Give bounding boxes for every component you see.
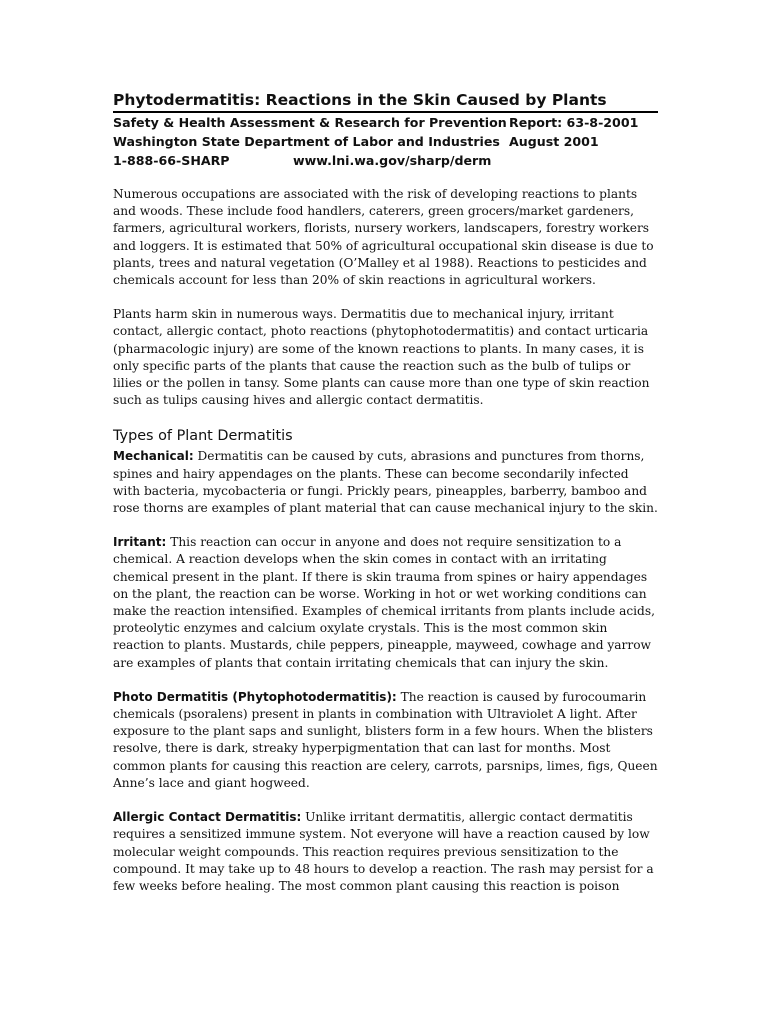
type-text-photo: The reaction is caused by furocoumarin chemicals (psoralens) present in plants in combination with Ultraviolet A light. After exposure to the plant saps and sunlight, blisters form in a few hours. When the blisters resolve, there is dark, streaky hyperpigmentation that can last for months. Most common plants for causing this reaction are celery, carrots, parsnips, limes, figs, Queen Anne’s lace and giant hogweed. — [113, 689, 658, 790]
report-date: August 2001 — [509, 134, 599, 149]
type-entry-irritant — [113, 534, 658, 672]
type-text-mechanical: Dermatitis can be caused by cuts, abrasions and punctures from thorns, spines and hairy appendages on the plants. These can become secondarily infected with bacteria, mycobacteria or fungi. Prickly pears, pineapples, barberry, bamboo and rose thorns are examples of plant material that can cause mechanical injury to the skin. — [113, 449, 658, 516]
type-entry-photo — [113, 689, 658, 792]
header-row-dept — [113, 132, 658, 151]
report-number: Report: 63-8-2001 — [509, 115, 639, 130]
document-title: Phytodermatitis: Reactions in the Skin Caused by Plants — [113, 90, 658, 113]
header-row-org — [113, 113, 658, 132]
phone-number: 1-888-66-SHARP — [113, 153, 230, 168]
type-term-allergic: Allergic Contact Dermatitis: — [113, 810, 302, 825]
org-name: Safety & Health Assessment & Research for Prevention — [113, 115, 507, 130]
type-term-mechanical: Mechanical: — [113, 449, 194, 464]
department-name: Washington State Department of Labor and Industries — [113, 134, 500, 149]
intro-paragraph-harm: Plants harm skin in numerous ways. Dermatitis due to mechanical injury, irritant contact, allergic contact, photo reactions (phytophotodermatitis) and contact urticaria (pharmacologic injury) are some of the known reactions to plants. In many cases, it is only specific parts of the plants that cause the reaction such as the bulb of tulips or lilies or the pollen in tansy. Some plants can cause more than one type of skin reaction such as tulips causing hives and allergic contact dermatitis. — [113, 307, 650, 408]
header-row-contact — [113, 151, 658, 170]
type-text-irritant: This reaction can occur in anyone and does not require sensitization to a chemical. A reaction develops when the skin comes in contact with an irritating chemical present in the plant. If there is skin trauma from spines or hairy appendages on the plant, the reaction can be worse. Working in hot or wet working conditions can make the reaction intensified. Examples of chemical irritants from plants include acids, proteolytic enzymes and calcium oxylate crystals. This is the most common skin reaction to plants. Mustards, chile peppers, pineapple, mayweed, cowhage and yarrow are examples of plants that contain irritating chemicals that can injury the skin. — [113, 535, 655, 670]
document-page — [113, 90, 658, 895]
type-term-photo: Photo Dermatitis (Phytophotodermatitis): — [113, 689, 397, 704]
type-entry-mechanical — [113, 448, 658, 517]
website-url: www.lni.wa.gov/sharp/derm — [293, 153, 492, 168]
type-entry-allergic — [113, 809, 658, 895]
intro-paragraph-occupations: Numerous occupations are associated with the risk of developing reactions to plants and woods. These include food handlers, caterers, green grocers/market gardeners, farmers, agricultural workers, florists, nursery workers, landscapers, forestry workers and loggers. It is estimated that 50% of agricultural occupational skin disease is due to plants, trees and natural vegetation (O’Malley et al 1988). Reactions to pesticides and chemicals account for less than 20% of skin reactions in agricultural workers. — [113, 187, 654, 288]
report-header — [113, 113, 658, 170]
section-heading-types: Types of Plant Dermatitis — [113, 428, 293, 445]
type-text-allergic: Unlike irritant dermatitis, allergic contact dermatitis requires a sensitized immune system. Not everyone will have a reaction caused by low molecular weight compounds. This reaction requires previous sensitization to the compound. It may take up to 48 hours to develop a reaction. The rash may persist for a few weeks before healing. The most common plant causing this reaction is poison — [113, 810, 654, 893]
type-term-irritant: Irritant: — [113, 535, 167, 550]
